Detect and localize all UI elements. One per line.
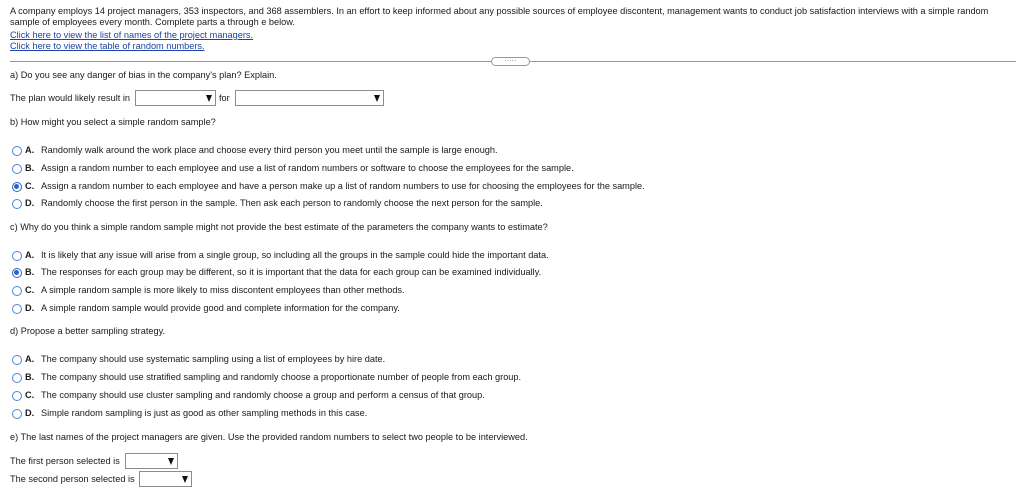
ellipsis-handle-icon[interactable]: ..... [491,57,530,66]
first-person-label: The first person selected is [10,456,120,466]
part-c-option-c[interactable] [0,285,720,296]
option-text[interactable]: Assign a random number to each employee and have a person make up a list of random numbers to use for choosing the employees for the sample. [41,181,645,191]
part-c-option-a[interactable] [0,250,720,261]
part-b-option-c[interactable] [0,181,720,192]
part-d-question: d) Propose a better sampling strategy. [10,326,166,336]
part-c-option-d-radio[interactable] [12,304,22,314]
part-d-option-d[interactable] [0,408,720,419]
part-b-option-b[interactable] [0,163,720,174]
option-text[interactable]: It is likely that any issue will arise from a single group, so including all the groups in the sample could hide the important data. [41,250,549,260]
option-text[interactable]: Assign a random number to each employee and use a list of random numbers or software to choose the employees for the sample. [41,163,574,173]
option-text[interactable]: A simple random sample would provide good and complete information for the company. [41,303,400,313]
part-b-option-a-radio[interactable] [12,146,22,156]
problem-statement: A company employs 14 project managers, 353 inspectors, and 368 assemblers. In an effort to keep informed about any possible sources of employee discontent, management wants to conduct job satisfaction interviews with a simple random sample of employees every month. Complete parts a through e below. [10,6,989,27]
option-letter: C. [25,390,35,400]
part-c-option-b[interactable] [0,267,720,278]
option-letter: A. [25,145,35,155]
dropdown-arrow-icon [206,95,212,102]
option-letter: B. [25,372,35,382]
part-e-question: e) The last names of the project managers are given. Use the provided random numbers to select two people to be interviewed. [10,432,528,442]
part-d-option-a[interactable] [0,354,720,365]
option-text[interactable]: Randomly choose the first person in the sample. Then ask each person to randomly choose the next person for the sample. [41,198,543,208]
option-text[interactable]: The company should use systematic sampling using a list of employees by hire date. [41,354,386,364]
part-a-question: a) Do you see any danger of bias in the company's plan? Explain. [10,70,277,80]
part-b-option-d[interactable] [0,198,720,209]
part-b-option-b-radio[interactable] [12,164,22,174]
part-d-option-b[interactable] [0,372,720,383]
option-letter: C. [25,181,35,191]
part-c-option-b-radio[interactable] [12,268,22,278]
second-person-dropdown[interactable] [139,471,192,487]
option-letter: C. [25,285,35,295]
part-a-bias-dropdown[interactable] [135,90,216,106]
first-person-dropdown[interactable] [125,453,178,469]
option-text[interactable]: A simple random sample is more likely to miss discontent employees than other methods. [41,285,405,295]
dropdown-arrow-icon [168,458,174,465]
option-text[interactable]: The company should use cluster sampling and randomly choose a group and perform a census of that group. [41,390,485,400]
random-numbers-link[interactable]: Click here to view the table of random numbers. [10,41,205,51]
part-c-option-a-radio[interactable] [12,251,22,261]
option-letter: A. [25,250,35,260]
option-letter: B. [25,163,35,173]
part-d-option-d-radio[interactable] [12,409,22,419]
dropdown-arrow-icon [182,476,188,483]
part-d-option-a-radio[interactable] [12,355,22,365]
part-b-option-d-radio[interactable] [12,199,22,209]
part-c-option-d[interactable] [0,303,720,314]
option-text[interactable]: The responses for each group may be different, so it is important that the data for each group can be examined individually. [41,267,542,277]
part-d-option-b-radio[interactable] [12,373,22,383]
dropdown-arrow-icon [374,95,380,102]
second-person-label: The second person selected is [10,474,135,484]
part-d-option-c[interactable] [0,390,720,401]
part-b-option-a[interactable] [0,145,720,156]
option-text[interactable]: Simple random sampling is just as good as other sampling methods in this case. [41,408,368,418]
option-text[interactable]: Randomly walk around the work place and choose every third person you meet until the sample is large enough. [41,145,498,155]
option-letter: D. [25,303,35,313]
part-b-question: b) How might you select a simple random sample? [10,117,216,127]
option-letter: D. [25,408,35,418]
part-a-group-dropdown[interactable] [235,90,384,106]
project-managers-link[interactable]: Click here to view the list of names of the project managers. [10,30,254,40]
part-a-sentence-start: The plan would likely result in [10,93,131,103]
part-c-question: c) Why do you think a simple random sample might not provide the best estimate of the parameters the company wants to estimate? [10,222,548,232]
option-letter: A. [25,354,35,364]
part-d-option-c-radio[interactable] [12,391,22,401]
part-b-option-c-radio[interactable] [12,182,22,192]
option-letter: B. [25,267,35,277]
part-a-connector: for [219,93,230,103]
part-c-option-c-radio[interactable] [12,286,22,296]
option-letter: D. [25,198,35,208]
option-text[interactable]: The company should use stratified sampling and randomly choose a proportionate number of people from each group. [41,372,522,382]
